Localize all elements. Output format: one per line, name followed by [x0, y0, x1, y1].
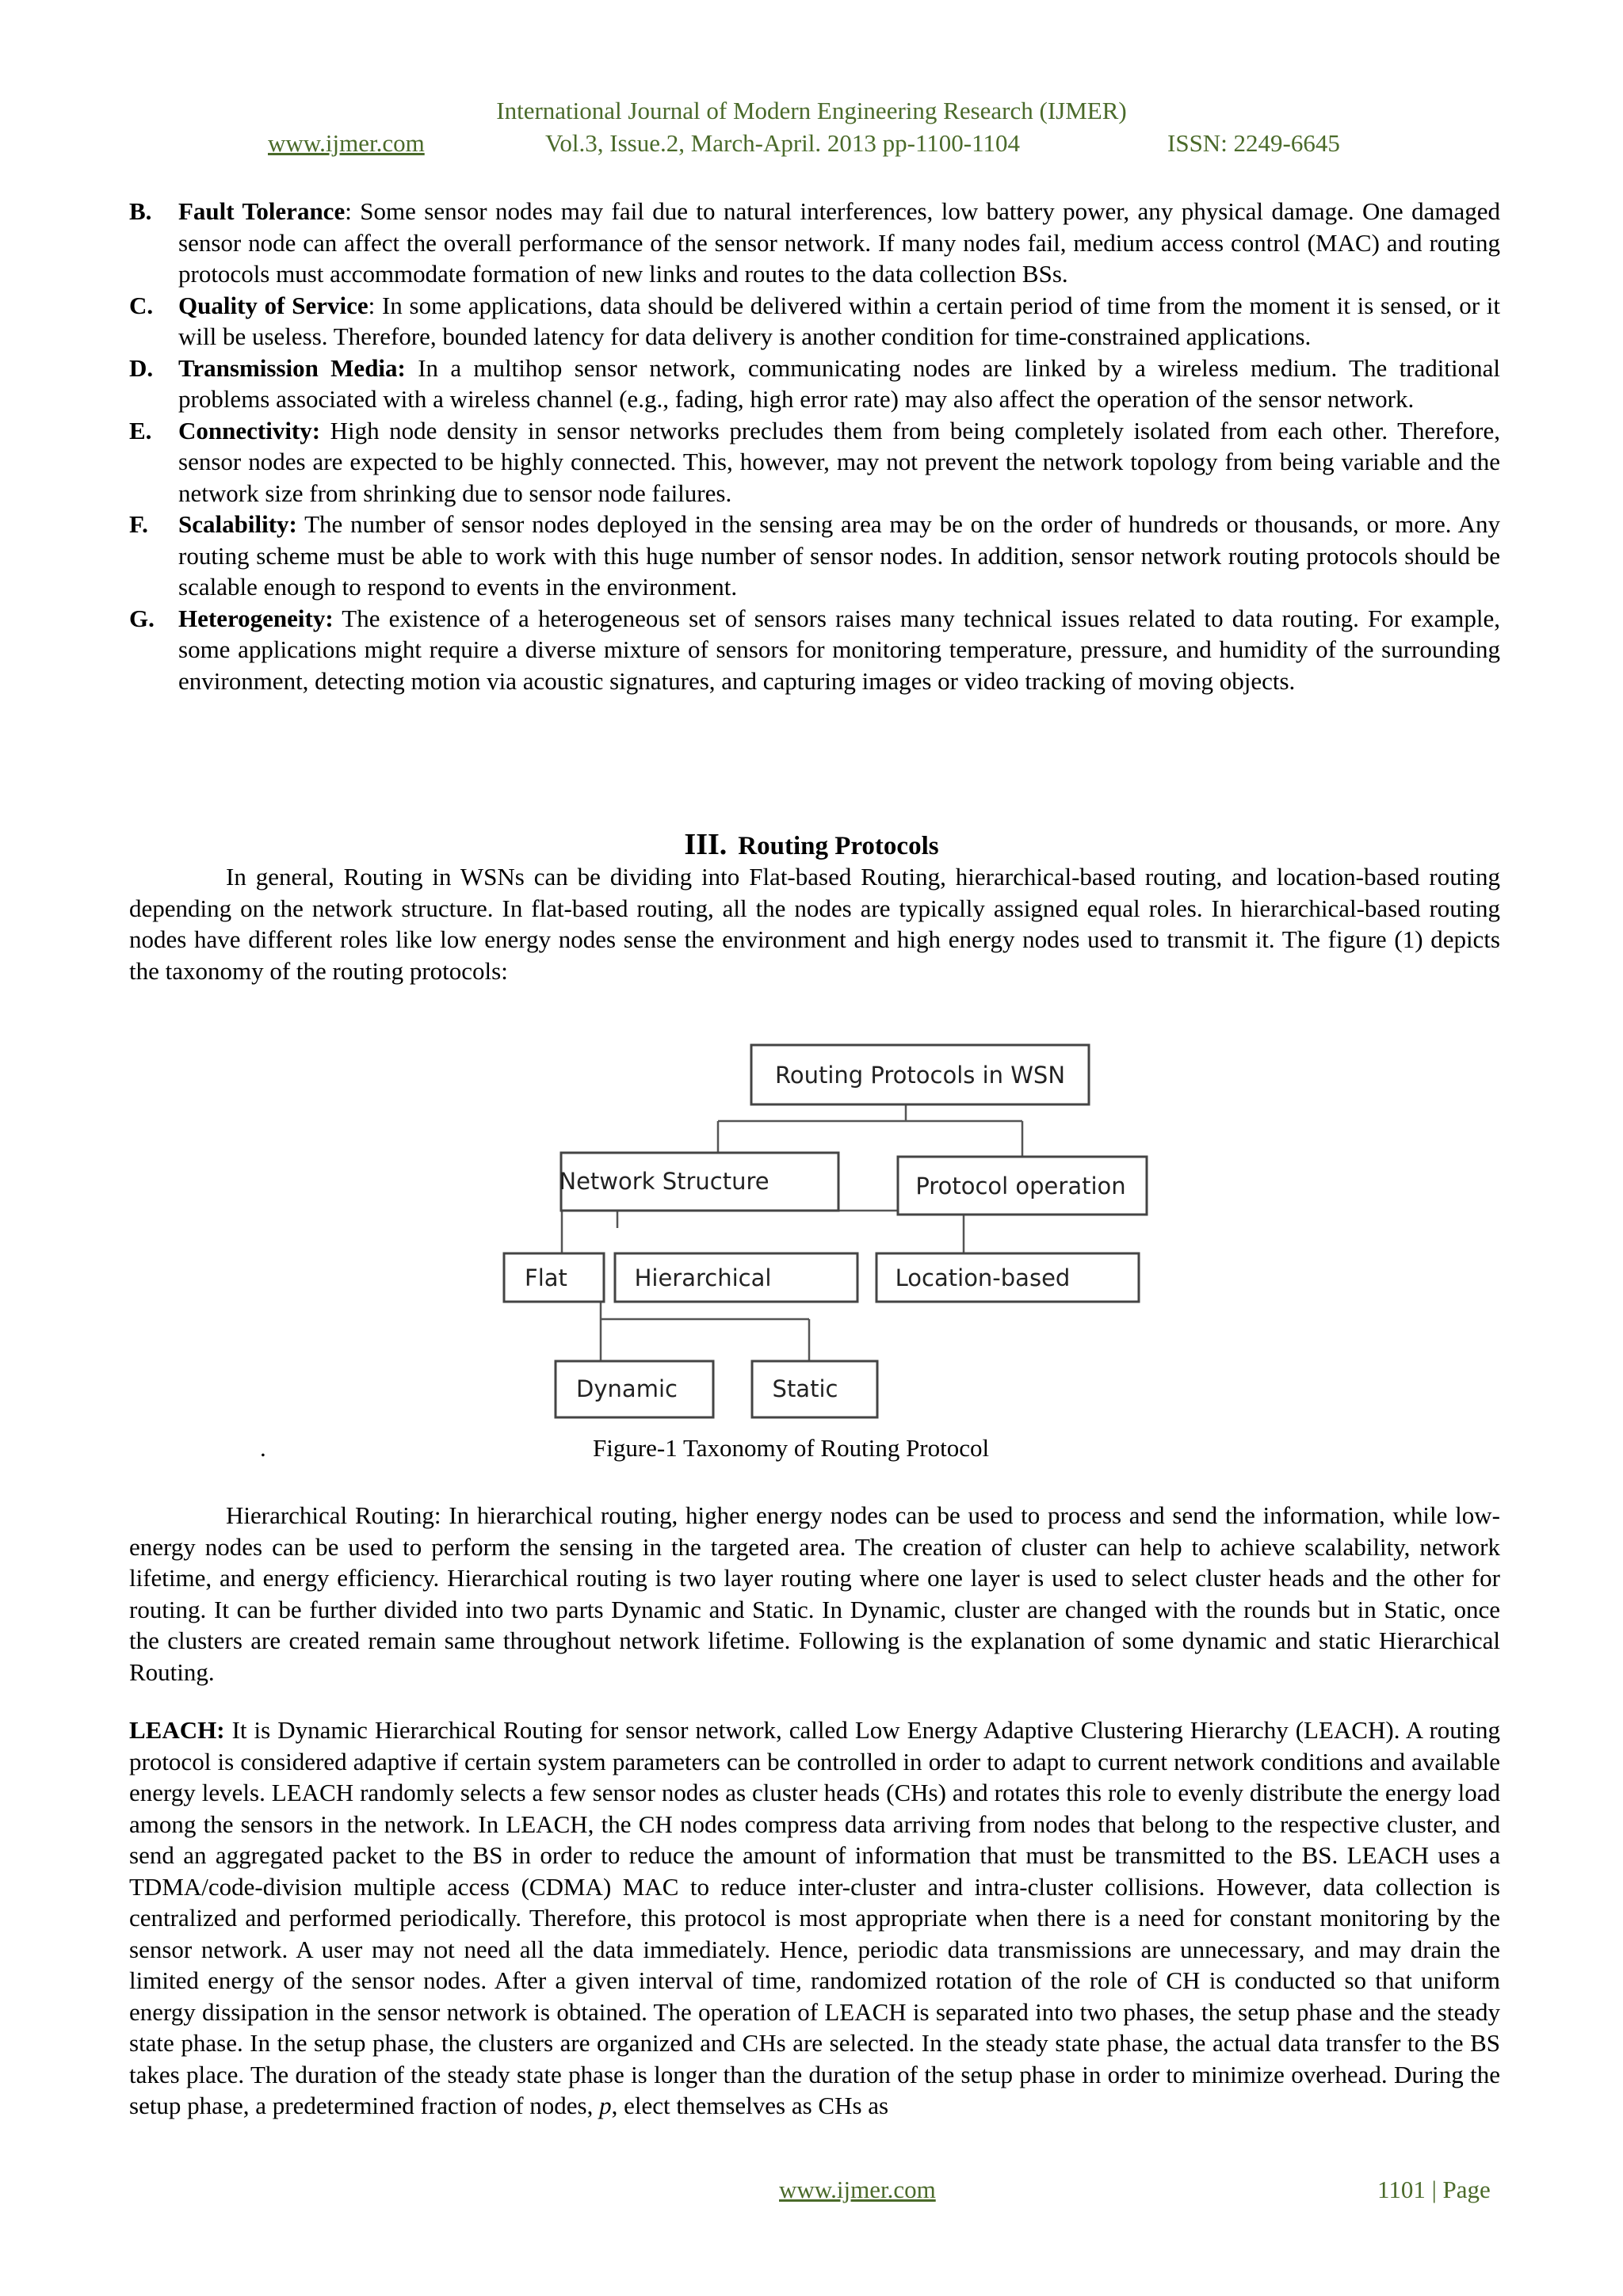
list-text: The existence of a heterogeneous set of sensors raises many technical issues related to data routing. For example, some applications might require a diverse mixture of sensors for monitoring temperature, pressure, and humidity of the surrounding environment, detecting motion via acoustic signatures, and capturing images or video tracking of moving objects.: [178, 604, 1500, 695]
protocol-operation-label: Protocol operation: [915, 1173, 1126, 1199]
list-term: Heterogeneity:: [178, 604, 334, 632]
diagram-boxes: [504, 1045, 1147, 1417]
list-term: Connectivity:: [178, 416, 321, 444]
diagram-connectors: [562, 1104, 1022, 1361]
dynamic-label: Dynamic: [576, 1375, 678, 1402]
header-issn: ISSN: 2249-6645: [1167, 129, 1340, 157]
list-letter: B.: [129, 197, 152, 225]
leach-p-variable: p: [599, 2092, 612, 2119]
location-based-label: Location-based: [895, 1264, 1071, 1291]
list-letter: G.: [129, 604, 155, 632]
list-letter: C.: [129, 291, 154, 319]
hierarchical-routing-paragraph: Hierarchical Routing: In hierarchical routing, higher energy nodes can be used to process and send the information, while low-energy nodes can be used to perform the sensing in the targeted area. The creation of cluster can help to achieve scalability, network lifetime, and energy efficiency. Hierarchical routing is two layer routing where one layer is used to select cluster heads and the other for routing. It can be further divided into two parts Dynamic and Static. In Dynamic, cluster are changed with the rounds but in Static, once the clusters are created remain same throughout network lifetime. Following is the explanation of some dynamic and static Hierarchical Routing.: [129, 1501, 1500, 1686]
journal-title: International Journal of Modern Engineering Research (IJMER): [496, 97, 1127, 124]
leach-term: LEACH:: [129, 1716, 225, 1744]
leach-text-end: , elect themselves as CHs as: [611, 2092, 889, 2119]
section-title: Routing Protocols: [738, 832, 939, 860]
footer-page-number: 1101 | Page: [1377, 2176, 1491, 2203]
list-letter: F.: [129, 510, 148, 538]
section-intro-paragraph: In general, Routing in WSNs can be dividing into Flat-based Routing, hierarchical-based routing, and location-based routing depending on the network structure. In flat-based routing, all the nodes are typically assigned equal roles. In hierarchical-based routing nodes have different roles like low energy nodes sense the environment and high energy nodes used to transmit it. The figure (1) depicts the taxonomy of the routing protocols:: [129, 863, 1500, 985]
static-label: Static: [772, 1375, 838, 1402]
list-text: High node density in sensor networks precludes them from being completely isolated from each other. Therefore, sensor nodes are expected to be highly connected. This, however, may not prevent the network topology from being variable and the network size from shrinking due to sensor node failures.: [178, 416, 1500, 507]
leach-paragraph: [129, 1714, 1500, 2122]
list-term: Fault Tolerance: [178, 197, 346, 225]
list-text: In a multihop sensor network, communicating nodes are linked by a wireless medium. The traditional problems associated with a wireless channel (e.g., fading, high error rate) may also affect the operation of the sensor network.: [178, 353, 1500, 413]
list-term: Transmission Media:: [178, 353, 406, 382]
section-number: III.: [684, 828, 727, 861]
header-url-link[interactable]: www.ijmer.com: [268, 129, 425, 157]
hierarchical-label: Hierarchical: [634, 1264, 772, 1291]
root-label: Routing Protocols in WSN: [774, 1062, 1066, 1089]
leach-text: It is Dynamic Hierarchical Routing for sensor network, called Low Energy Adaptive Clustering Hierarchy (LEACH). A routing protocol is considered adaptive if certain system parameters can be controlled in order to adapt to current network conditions and available energy levels. LEACH randomly selects a few sensor nodes as cluster heads (CHs) and rotates this role to evenly distribute the energy load among the sensors in the network. In LEACH, the CH nodes compress data arriving from nodes that belong to the respective cluster, and send an aggregated packet to the BS in order to reduce the amount of information that must be transmitted to the BS. LEACH uses a TDMA/code-division multiple access (CDMA) MAC to reduce inter-cluster and intra-cluster collisions. However, data collection is centralized and performed periodically. Therefore, this protocol is most appropriate when there is a need for constant monitoring by the sensor network. A user may not need all the data immediately. Hence, periodic data transmissions are unnecessary, and may drain the limited energy of the sensor nodes. After a given interval of time, randomized rotation of the role of CH is conducted so that uniform energy dissipation in the sensor network is obtained. The operation of LEACH is separated into two phases, the setup phase and the steady state phase. In the setup phase, the clusters are organized and CHs are selected. In the steady state phase, the actual data transfer to the BS takes place. The duration of the steady state phase is longer than the duration of the setup phase in order to minimize overhead. During the setup phase, a predetermined fraction of nodes,: [129, 1716, 1500, 2119]
list-letter: E.: [129, 416, 152, 444]
flat-label: Flat: [525, 1264, 567, 1291]
list-term: Scalability:: [178, 510, 297, 538]
list-text: : In some applications, data should be delivered within a certain period of time from the moment it is sensed, or it will be useless. Therefore, bounded latency for data delivery is another condition for time-constrained applications.: [178, 291, 1500, 350]
network-structure-label: Network Structure: [559, 1168, 769, 1195]
list-term: Quality of Service: [178, 291, 369, 319]
list-text: The number of sensor nodes deployed in the sensing area may be on the order of hundreds or thousands, or more. Any routing scheme must be able to work with this huge number of sensor nodes. In addition, sensor network routing protocols should be scalable enough to respond to events in the environment.: [178, 510, 1500, 601]
list-letter: D.: [129, 353, 154, 382]
list-text: : Some sensor nodes may fail due to natural interferences, low battery power, any physical damage. One damaged sensor node can affect the overall performance of the sensor network. If many nodes fail, medium access control (MAC) and routing protocols must accommodate formation of new links and routes to the data collection BSs.: [178, 197, 1500, 288]
figure-caption: Figure-1 Taxonomy of Routing Protocol: [593, 1434, 990, 1462]
footer-url-link[interactable]: www.ijmer.com: [779, 2176, 936, 2203]
header-volume: Vol.3, Issue.2, March-April. 2013 pp-1100-1104: [545, 129, 1020, 157]
caption-dot: .: [260, 1434, 266, 1462]
